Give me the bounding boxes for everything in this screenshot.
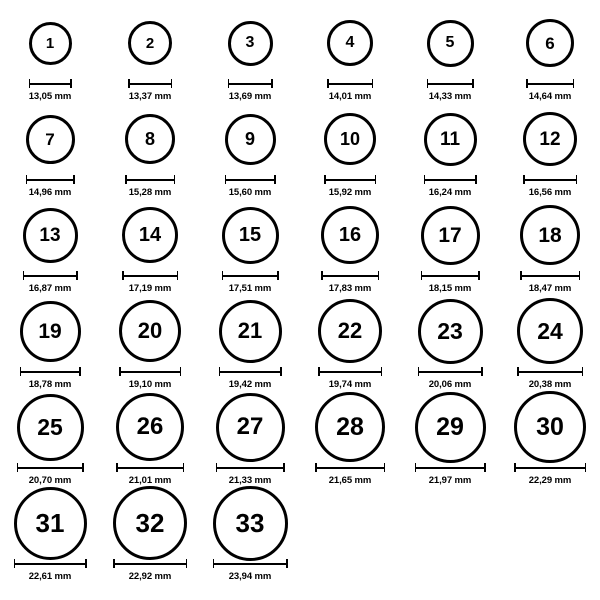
- measure-line: [14, 563, 87, 565]
- measure-tick-left: [415, 463, 417, 472]
- diameter-label: 19,10 mm: [128, 379, 172, 390]
- ring-circle: [119, 300, 181, 362]
- ring-size-cell[interactable]: [300, 104, 400, 200]
- ring-circle: [219, 300, 282, 363]
- measure-tick-left: [315, 463, 317, 472]
- measure-line: [517, 371, 583, 373]
- diameter-measure-bar: [213, 559, 288, 568]
- measure-line: [219, 371, 282, 373]
- ring-circle-wrap: [119, 296, 181, 366]
- ring-size-number: 28: [336, 412, 364, 441]
- ring-size-cell[interactable]: [100, 488, 200, 584]
- measure-tick-left: [318, 367, 320, 376]
- measure-tick-right: [375, 175, 377, 184]
- ring-circle-wrap: [321, 200, 379, 270]
- ring-circle: [523, 112, 577, 166]
- diameter-measure-bar: [517, 367, 583, 376]
- ring-size-number: 1: [45, 34, 55, 52]
- ring-circle-wrap: [116, 392, 184, 462]
- ring-circle-wrap: [20, 296, 81, 366]
- ring-size-cell[interactable]: [200, 296, 300, 392]
- ring-circle: [213, 486, 288, 561]
- ring-size-number: 24: [537, 317, 563, 344]
- measure-tick-left: [523, 175, 525, 184]
- ring-circle: [116, 393, 184, 461]
- measure-line: [526, 83, 574, 85]
- ring-size-number: 7: [45, 129, 55, 149]
- diameter-measure-bar: [219, 367, 282, 376]
- diameter-measure-bar: [119, 367, 181, 376]
- measure-tick-right: [171, 79, 173, 88]
- diameter-label: 21,33 mm: [228, 475, 272, 486]
- measure-tick-right: [70, 79, 72, 88]
- measure-tick-left: [125, 175, 127, 184]
- measure-line: [228, 83, 273, 85]
- ring-size-cell[interactable]: [200, 488, 300, 584]
- ring-size-number: 5: [445, 34, 455, 51]
- ring-circle-wrap: [514, 392, 586, 462]
- measure-tick-right: [576, 175, 578, 184]
- diameter-measure-bar: [222, 271, 279, 280]
- ring-circle-wrap: [523, 104, 577, 174]
- ring-circle: [222, 207, 279, 264]
- measure-tick-right: [582, 367, 584, 376]
- ring-size-cell[interactable]: [300, 8, 400, 104]
- measure-tick-right: [481, 367, 483, 376]
- measure-tick-left: [219, 367, 221, 376]
- ring-size-number: 11: [439, 128, 461, 150]
- ring-size-number: 23: [437, 317, 463, 344]
- ring-size-number: 8: [144, 129, 155, 149]
- measure-tick-right: [579, 271, 581, 280]
- ring-size-number: 29: [436, 412, 464, 441]
- measure-tick-left: [113, 559, 115, 568]
- measure-tick-right: [271, 79, 273, 88]
- ring-circle-wrap: [216, 392, 285, 462]
- ring-circle: [17, 394, 84, 461]
- ring-circle: [315, 392, 385, 462]
- measure-tick-left: [324, 175, 326, 184]
- ring-circle-wrap: [29, 8, 72, 78]
- ring-size-cell[interactable]: [500, 296, 600, 392]
- measure-line: [116, 467, 184, 469]
- ring-circle: [418, 299, 483, 364]
- ring-size-number: 10: [339, 129, 361, 149]
- measure-line: [17, 467, 84, 469]
- ring-circle: [327, 20, 373, 66]
- measure-tick-left: [122, 271, 124, 280]
- diameter-measure-bar: [113, 559, 187, 568]
- diameter-measure-bar: [17, 463, 84, 472]
- measure-tick-right: [286, 559, 288, 568]
- ring-size-cell[interactable]: [0, 104, 100, 200]
- ring-circle: [424, 113, 477, 166]
- ring-size-number: 16: [338, 224, 362, 246]
- diameter-label: 13,69 mm: [228, 91, 272, 102]
- diameter-label: 17,19 mm: [128, 283, 172, 294]
- ring-size-cell[interactable]: [100, 8, 200, 104]
- ring-circle-wrap: [421, 200, 480, 270]
- ring-size-cell[interactable]: [100, 200, 200, 296]
- diameter-label: 15,28 mm: [128, 187, 172, 198]
- ring-size-cell[interactable]: [0, 488, 100, 584]
- ring-circle-wrap: [222, 200, 279, 270]
- ring-size-number: 9: [244, 129, 255, 149]
- measure-line: [327, 83, 373, 85]
- measure-line: [213, 563, 288, 565]
- ring-circle: [113, 486, 187, 560]
- measure-line: [20, 371, 81, 373]
- ring-size-cell[interactable]: [400, 200, 500, 296]
- measure-tick-left: [213, 559, 215, 568]
- ring-size-number: 4: [345, 34, 355, 51]
- ring-circle: [14, 487, 87, 560]
- diameter-measure-bar: [228, 79, 273, 88]
- ring-circle-wrap: [517, 296, 583, 366]
- ring-circle-wrap: [427, 8, 474, 78]
- measure-tick-left: [119, 367, 121, 376]
- diameter-label: 18,47 mm: [528, 283, 572, 294]
- ring-size-cell[interactable]: [100, 296, 200, 392]
- measure-tick-right: [180, 367, 182, 376]
- measure-line: [216, 467, 285, 469]
- ring-circle: [427, 20, 474, 67]
- ring-size-cell[interactable]: [0, 392, 100, 488]
- ring-circle: [122, 207, 178, 263]
- diameter-measure-bar: [315, 463, 385, 472]
- ring-circle-wrap: [318, 296, 382, 366]
- measure-tick-left: [26, 175, 28, 184]
- ring-circle: [228, 21, 273, 66]
- measure-line: [514, 467, 586, 469]
- ring-circle: [415, 392, 486, 463]
- ring-size-cell[interactable]: [300, 392, 400, 488]
- ring-circle-wrap: [520, 200, 580, 270]
- ring-size-number: 21: [237, 318, 263, 343]
- measure-tick-left: [228, 79, 230, 88]
- measure-tick-right: [174, 175, 176, 184]
- ring-circle-wrap: [315, 392, 385, 462]
- diameter-label: 19,42 mm: [228, 379, 272, 390]
- diameter-measure-bar: [20, 367, 81, 376]
- ring-circle-wrap: [424, 104, 477, 174]
- ring-size-cell[interactable]: [100, 392, 200, 488]
- measure-tick-left: [128, 79, 130, 88]
- ring-circle: [318, 299, 382, 363]
- measure-tick-right: [381, 367, 383, 376]
- measure-line: [113, 563, 187, 565]
- diameter-measure-bar: [26, 175, 75, 184]
- ring-circle-wrap: [26, 104, 75, 174]
- ring-circle: [125, 114, 175, 164]
- ring-size-cell[interactable]: [300, 200, 400, 296]
- measure-line: [418, 371, 483, 373]
- ring-size-number: 19: [38, 319, 62, 343]
- diameter-measure-bar: [418, 367, 483, 376]
- diameter-label: 13,05 mm: [28, 91, 72, 102]
- diameter-measure-bar: [128, 79, 172, 88]
- diameter-measure-bar: [116, 463, 184, 472]
- measure-tick-left: [418, 367, 420, 376]
- diameter-label: 22,92 mm: [128, 571, 172, 582]
- diameter-measure-bar: [427, 79, 474, 88]
- ring-circle: [520, 205, 580, 265]
- diameter-label: 17,51 mm: [228, 283, 272, 294]
- diameter-label: 22,61 mm: [28, 571, 72, 582]
- diameter-measure-bar: [318, 367, 382, 376]
- measure-tick-right: [76, 271, 78, 280]
- measure-tick-left: [14, 559, 16, 568]
- measure-line: [225, 179, 276, 181]
- diameter-label: 18,78 mm: [28, 379, 72, 390]
- ring-size-cell[interactable]: [200, 104, 300, 200]
- measure-tick-left: [29, 79, 31, 88]
- measure-line: [122, 275, 178, 277]
- diameter-measure-bar: [23, 271, 78, 280]
- diameter-label: 17,83 mm: [328, 283, 372, 294]
- ring-circle: [26, 115, 75, 164]
- ring-circle-wrap: [14, 488, 87, 558]
- measure-line: [23, 275, 78, 277]
- ring-size-number: 31: [35, 508, 65, 538]
- diameter-measure-bar: [122, 271, 178, 280]
- measure-tick-left: [23, 271, 25, 280]
- ring-circle: [421, 206, 480, 265]
- measure-tick-left: [20, 367, 22, 376]
- diameter-label: 14,01 mm: [328, 91, 372, 102]
- measure-tick-right: [573, 79, 575, 88]
- diameter-measure-bar: [327, 79, 373, 88]
- ring-size-cell[interactable]: [400, 296, 500, 392]
- ring-circle: [514, 391, 586, 463]
- ring-size-number: 26: [136, 413, 164, 440]
- ring-circle-wrap: [122, 200, 178, 270]
- diameter-measure-bar: [14, 559, 87, 568]
- measure-line: [324, 179, 376, 181]
- diameter-label: 13,37 mm: [128, 91, 172, 102]
- ring-size-number: 18: [538, 223, 562, 247]
- diameter-measure-bar: [526, 79, 574, 88]
- ring-size-number: 14: [138, 224, 162, 246]
- diameter-measure-bar: [321, 271, 379, 280]
- ring-circle: [526, 19, 574, 67]
- ring-size-number: 15: [238, 224, 262, 246]
- ring-circle-wrap: [213, 488, 288, 558]
- diameter-measure-bar: [424, 175, 477, 184]
- ring-circle-wrap: [23, 200, 78, 270]
- ring-circle-wrap: [128, 8, 172, 78]
- ring-size-number: 25: [37, 413, 63, 440]
- ring-size-number: 20: [137, 318, 163, 343]
- ring-size-number: 17: [438, 223, 462, 247]
- diameter-label: 20,38 mm: [528, 379, 572, 390]
- ring-size-cell[interactable]: [500, 8, 600, 104]
- ring-circle: [321, 206, 379, 264]
- ring-size-cell[interactable]: [0, 296, 100, 392]
- ring-size-cell[interactable]: [200, 8, 300, 104]
- ring-size-cell[interactable]: [300, 296, 400, 392]
- ring-size-cell[interactable]: [500, 392, 600, 488]
- ring-circle: [517, 298, 583, 364]
- measure-tick-right: [274, 175, 276, 184]
- measure-tick-left: [327, 79, 329, 88]
- ring-size-cell[interactable]: [400, 392, 500, 488]
- measure-tick-right: [183, 463, 185, 472]
- ring-circle-wrap: [219, 296, 282, 366]
- diameter-label: 14,33 mm: [428, 91, 472, 102]
- ring-size-cell[interactable]: [400, 104, 500, 200]
- diameter-label: 16,24 mm: [428, 187, 472, 198]
- measure-tick-left: [222, 271, 224, 280]
- ring-circle-wrap: [324, 104, 376, 174]
- diameter-label: 14,64 mm: [528, 91, 572, 102]
- measure-line: [128, 83, 172, 85]
- measure-line: [520, 275, 580, 277]
- measure-tick-right: [73, 175, 75, 184]
- measure-tick-right: [472, 79, 474, 88]
- measure-tick-left: [514, 463, 516, 472]
- measure-tick-right: [79, 367, 81, 376]
- measure-line: [427, 83, 474, 85]
- ring-size-cell[interactable]: [500, 200, 600, 296]
- ring-size-cell[interactable]: [0, 200, 100, 296]
- ring-circle: [29, 22, 72, 65]
- diameter-measure-bar: [225, 175, 276, 184]
- diameter-measure-bar: [29, 79, 72, 88]
- measure-tick-right: [585, 463, 587, 472]
- ring-circle-wrap: [125, 104, 175, 174]
- measure-tick-right: [82, 463, 84, 472]
- measure-tick-left: [116, 463, 118, 472]
- measure-tick-right: [378, 271, 380, 280]
- ring-circle: [23, 208, 78, 263]
- diameter-measure-bar: [520, 271, 580, 280]
- diameter-label: 21,65 mm: [328, 475, 372, 486]
- measure-tick-right: [475, 175, 477, 184]
- ring-size-cell[interactable]: [500, 104, 600, 200]
- measure-tick-left: [421, 271, 423, 280]
- measure-tick-left: [17, 463, 19, 472]
- diameter-label: 18,15 mm: [428, 283, 472, 294]
- diameter-label: 14,96 mm: [28, 187, 72, 198]
- measure-tick-left: [526, 79, 528, 88]
- diameter-measure-bar: [216, 463, 285, 472]
- diameter-label: 19,74 mm: [328, 379, 372, 390]
- ring-circle-wrap: [526, 8, 574, 78]
- measure-line: [318, 371, 382, 373]
- measure-line: [421, 275, 480, 277]
- measure-line: [315, 467, 385, 469]
- diameter-label: 15,92 mm: [328, 187, 372, 198]
- diameter-label: 23,94 mm: [228, 571, 272, 582]
- ring-size-number: 6: [545, 33, 555, 53]
- measure-line: [424, 179, 477, 181]
- measure-tick-right: [277, 271, 279, 280]
- diameter-label: 22,29 mm: [528, 475, 572, 486]
- ring-size-number: 3: [245, 34, 255, 51]
- measure-tick-right: [384, 463, 386, 472]
- ring-size-number: 2: [145, 34, 155, 52]
- ring-circle: [128, 21, 172, 65]
- diameter-label: 16,56 mm: [528, 187, 572, 198]
- diameter-label: 15,60 mm: [228, 187, 272, 198]
- measure-tick-left: [427, 79, 429, 88]
- measure-tick-right: [478, 271, 480, 280]
- diameter-measure-bar: [324, 175, 376, 184]
- diameter-label: 21,97 mm: [428, 475, 472, 486]
- measure-tick-right: [280, 367, 282, 376]
- ring-size-cell[interactable]: [100, 104, 200, 200]
- measure-tick-right: [85, 559, 87, 568]
- ring-circle: [324, 113, 376, 165]
- measure-line: [29, 83, 72, 85]
- measure-tick-left: [517, 367, 519, 376]
- ring-size-number: 22: [337, 318, 363, 343]
- measure-tick-left: [520, 271, 522, 280]
- ring-circle-wrap: [418, 296, 483, 366]
- diameter-measure-bar: [421, 271, 480, 280]
- diameter-measure-bar: [514, 463, 586, 472]
- ring-circle-wrap: [113, 488, 187, 558]
- measure-tick-left: [424, 175, 426, 184]
- diameter-label: 20,70 mm: [28, 475, 72, 486]
- measure-line: [415, 467, 486, 469]
- measure-tick-right: [177, 271, 179, 280]
- measure-line: [523, 179, 577, 181]
- diameter-measure-bar: [415, 463, 486, 472]
- ring-size-number: 13: [39, 224, 61, 246]
- ring-circle: [216, 393, 285, 462]
- ring-size-cell[interactable]: [400, 8, 500, 104]
- measure-tick-right: [484, 463, 486, 472]
- measure-line: [119, 371, 181, 373]
- measure-line: [125, 179, 175, 181]
- measure-line: [26, 179, 75, 181]
- diameter-measure-bar: [125, 175, 175, 184]
- ring-size-cell[interactable]: [0, 8, 100, 104]
- ring-circle-wrap: [17, 392, 84, 462]
- measure-tick-left: [225, 175, 227, 184]
- ring-circle-wrap: [225, 104, 276, 174]
- ring-size-cell[interactable]: [200, 200, 300, 296]
- ring-size-number: 30: [536, 412, 564, 441]
- measure-line: [222, 275, 279, 277]
- ring-circle-wrap: [415, 392, 486, 462]
- ring-circle-wrap: [228, 8, 273, 78]
- measure-tick-right: [372, 79, 374, 88]
- measure-tick-right: [283, 463, 285, 472]
- measure-tick-right: [186, 559, 188, 568]
- diameter-label: 16,87 mm: [28, 283, 72, 294]
- measure-tick-left: [216, 463, 218, 472]
- ring-size-cell[interactable]: [200, 392, 300, 488]
- ring-circle: [20, 301, 81, 362]
- diameter-label: 21,01 mm: [128, 475, 172, 486]
- ring-circle-wrap: [327, 8, 373, 78]
- ring-size-number: 33: [235, 508, 265, 538]
- measure-tick-left: [321, 271, 323, 280]
- ring-size-number: 12: [539, 128, 561, 150]
- diameter-measure-bar: [523, 175, 577, 184]
- ring-circle: [225, 114, 276, 165]
- measure-line: [321, 275, 379, 277]
- ring-size-number: 27: [236, 413, 264, 440]
- diameter-label: 20,06 mm: [428, 379, 472, 390]
- ring-size-number: 32: [135, 508, 165, 538]
